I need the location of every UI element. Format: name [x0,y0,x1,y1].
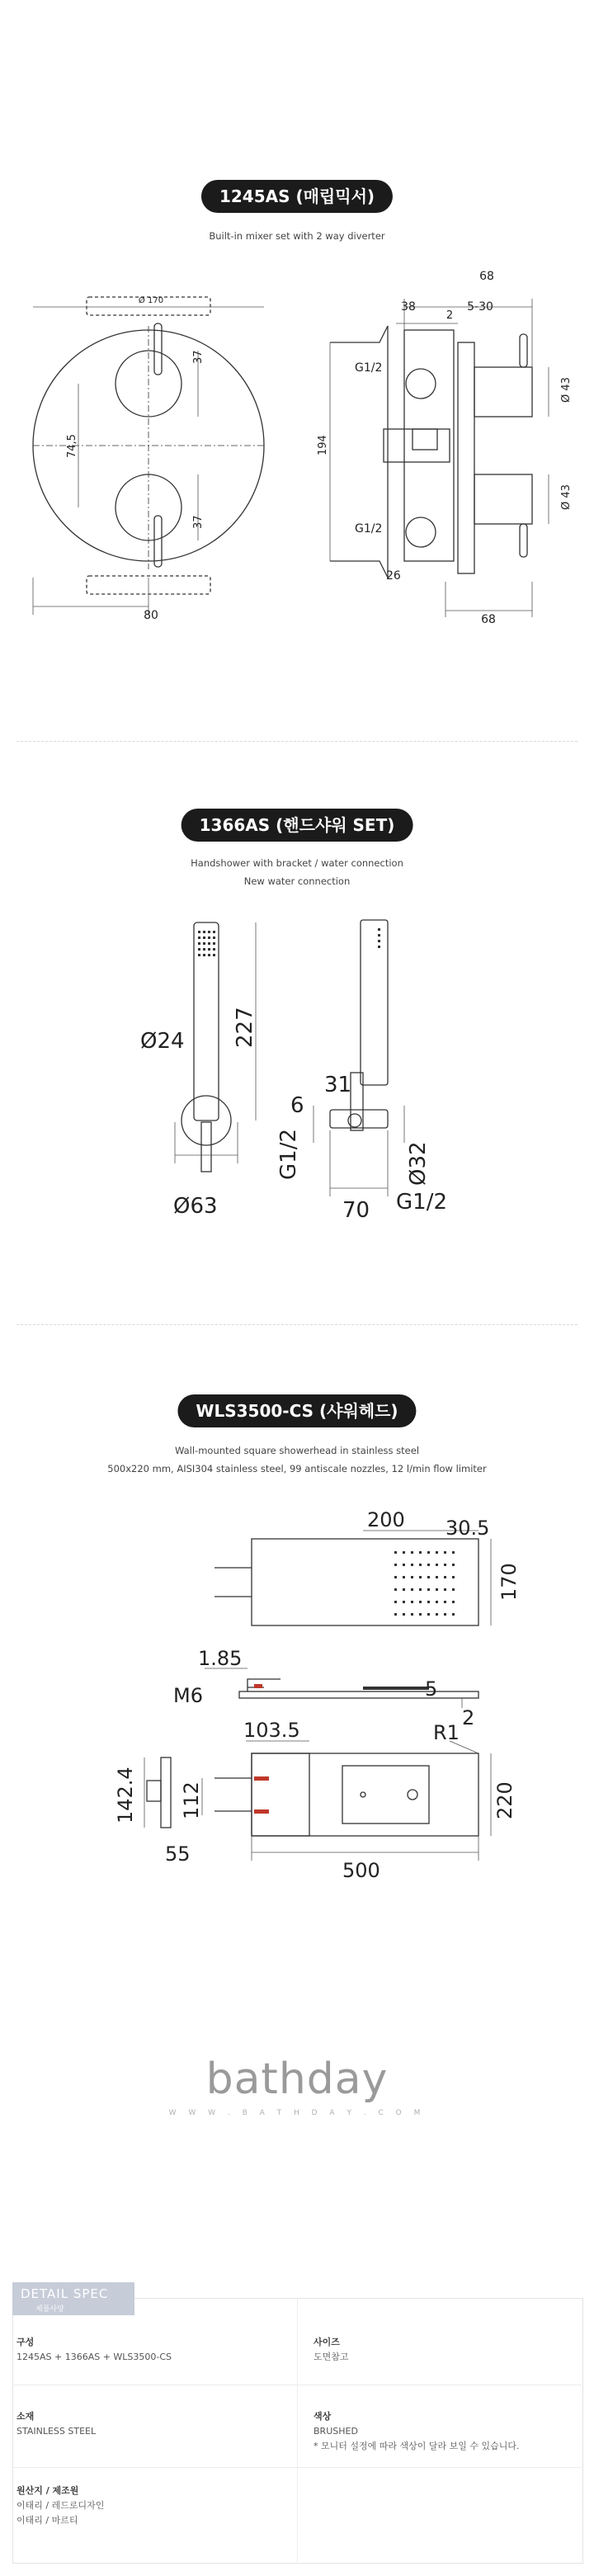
dim-d530: 5-30 [467,300,493,314]
dim-d37b: 37 [192,515,205,529]
dim-d170: 170 [497,1563,521,1601]
spec-divider [12,2467,582,2468]
dim-d26: 26 [386,569,401,583]
dim-d38: 38 [401,300,416,314]
dim-d24: Ø24 [140,1029,185,1054]
dim-d745: 74,5 [66,434,78,458]
spec-origin-label: 원산지 / 제조원 [16,2485,79,2496]
dim-d43a: Ø 43 [560,377,573,403]
handshower-drawing [0,908,594,1254]
dim-d500: 500 [342,1859,380,1882]
dim-d2: 2 [462,1706,475,1729]
spec-color [314,2409,520,2454]
dim-d200: 200 [367,1508,405,1531]
section3-subtitle2: 500x220 mm, AISI304 stainless steel, 99 antiscale nozzles, 12 l/min flow limiter [107,1463,487,1474]
spec-color-value: BRUSHED [314,2426,358,2437]
mixer-drawing [0,264,594,677]
dim-d185: 1.85 [198,1647,243,1670]
dim-g12a: G1/2 [355,361,383,375]
section3-title: WLS3500-CS (샤워헤드) [177,1394,416,1427]
dim-d55: 55 [165,1842,191,1866]
spec-material-value: STAINLESS STEEL [16,2426,97,2437]
dim-d70: 70 [342,1198,370,1223]
dim-d1035: 103.5 [243,1719,300,1742]
dim-m6: M6 [173,1684,203,1707]
separator [16,1324,578,1325]
section1-subtitle: Built-in mixer set with 2 way diverter [209,230,385,242]
dim-d227: 227 [233,1007,257,1048]
spec-size [314,2335,349,2365]
dim-g12b: G1/2 [355,522,383,535]
separator [16,741,578,742]
spec-divider [297,2298,298,2562]
section2-subtitle2: New water connection [243,875,351,887]
bathday-url: W W W . B A T H D A Y . C O M [168,2109,426,2117]
dim-d305: 30.5 [446,1517,490,1540]
detail-spec-title: DETAIL SPEC [21,2286,109,2301]
section3-subtitle1: Wall-mounted square showerhead in stainless steel [174,1445,420,1456]
spec-material [16,2409,96,2439]
dim-d43b: Ø 43 [560,484,573,510]
dim-g12b: G1/2 [396,1190,447,1215]
spec-origin-value2: 이태리 / 마르티 [16,2515,78,2526]
dim-d2: 2 [446,309,454,322]
dim-d112: 112 [180,1781,203,1819]
dim-d1424: 142.4 [114,1767,137,1823]
spec-size-value: 도면참고 [314,2352,349,2362]
spec-size-label: 사이즈 [314,2337,340,2347]
detail-spec-subtitle: 제품사양 [35,2305,64,2314]
dim-d68a: 68 [479,270,494,283]
section1-title: 1245AS (매립믹서) [201,180,393,213]
dim-d32: Ø32 [406,1141,431,1186]
spec-color-label: 색상 [314,2411,332,2422]
showerhead-drawing [0,1493,594,1890]
spec-material-label: 소재 [16,2411,35,2422]
spec-composition [16,2335,172,2365]
dim-d31: 31 [324,1073,352,1097]
dim-d6: 6 [290,1093,304,1118]
spec-origin [16,2484,104,2528]
dim-d37a: 37 [192,350,205,364]
dim-d5: 5 [425,1677,438,1701]
detail-spec-tab [12,2282,134,2315]
dim-g12a: G1/2 [276,1129,301,1180]
dim-r1: R1 [433,1721,460,1744]
section2-subtitle1: Handshower with bracket / water connection [191,857,403,869]
dim-d194: 194 [317,435,329,455]
dim-d220: 220 [493,1781,516,1819]
spec-composition-value: 1245AS + 1366AS + WLS3500-CS [16,2352,172,2362]
dim-d63: Ø63 [173,1194,218,1219]
spec-color-note: * 모니터 설정에 따라 색상이 달라 보일 수 있습니다. [314,2441,520,2451]
spec-composition-label: 구성 [16,2337,35,2347]
dim-d80: 80 [144,609,158,622]
bathday-logo: bathday [205,2055,389,2104]
spec-origin-value1: 이태리 / 레드로디자인 [16,2500,105,2511]
section2-title: 1366AS (핸드샤워 SET) [182,809,413,842]
dim-d170: Ø 170 [138,296,164,305]
dim-d68b: 68 [481,613,496,626]
